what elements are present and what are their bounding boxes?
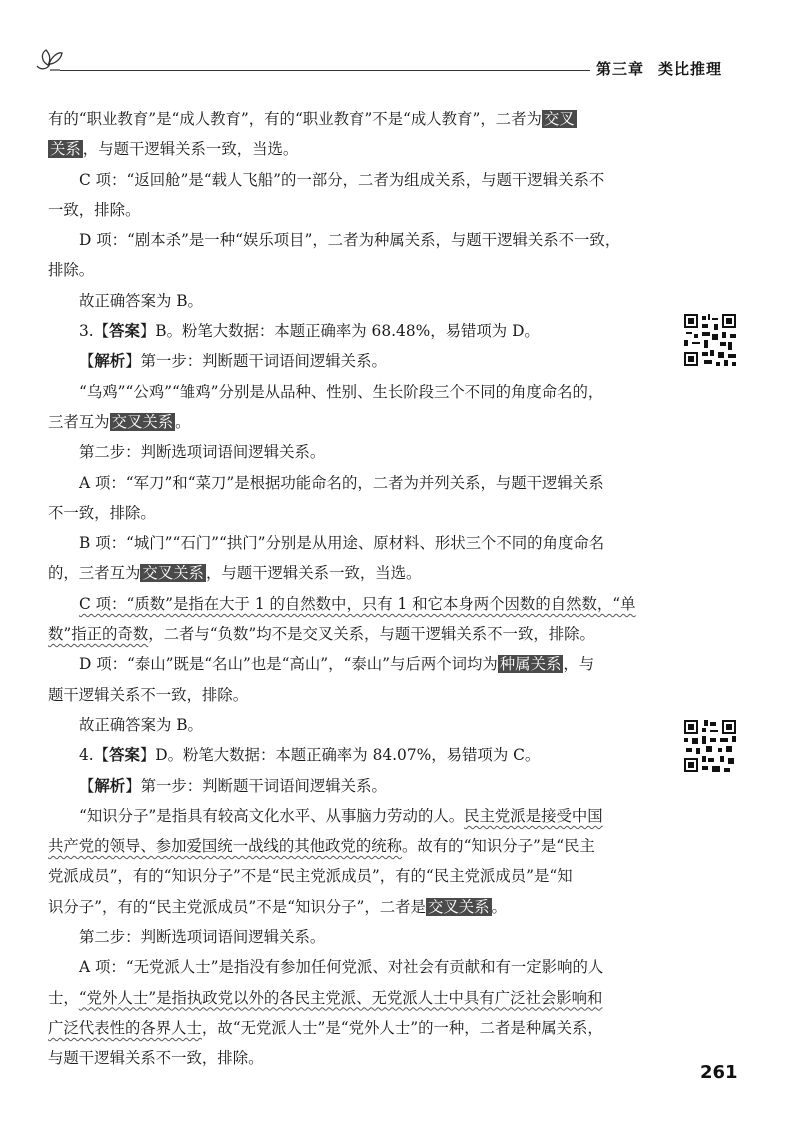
text-line — [48, 1043, 664, 1073]
text-segment: D 项：“泰山”既是“名山”也是“高山”，“泰山”与后两个词均为 — [79, 655, 498, 674]
text-segment: 排除。 — [48, 261, 95, 280]
text-line — [48, 831, 664, 861]
text-line — [48, 680, 664, 710]
text-line — [48, 225, 664, 255]
text-line — [48, 589, 664, 619]
header-rule — [60, 70, 590, 71]
text-line — [48, 346, 664, 376]
text-line — [48, 437, 664, 467]
text-line — [48, 861, 664, 891]
text-line — [48, 922, 664, 952]
text-segment: 故正确答案为 B。 — [79, 291, 203, 310]
page-body-text — [48, 104, 664, 1074]
text-line — [48, 771, 664, 801]
wavy-underlined-text: 数”指正的奇数 — [48, 625, 149, 644]
text-segment: 。 — [491, 897, 507, 916]
text-line — [48, 528, 664, 558]
wavy-underlined-text: C 项：“质数”是指在大于 1 的自然数中，只有 1 和它本身两个因数的自然数，“单 — [79, 594, 636, 613]
text-segment: 】D。粉笔大数据：本题正确率为 84.07%，易错项为 C。 — [139, 746, 541, 765]
text-segment: 一致，排除。 — [48, 200, 141, 219]
text-line — [48, 983, 664, 1013]
chapter-heading — [596, 58, 722, 79]
page-number: 261 — [700, 1062, 738, 1083]
text-line — [48, 377, 664, 407]
text-line — [48, 468, 664, 498]
text-line — [48, 165, 664, 195]
text-line — [48, 195, 664, 225]
text-segment: 识分子”，有的“民主党派成员”不是“知识分子”，二者是 — [48, 897, 426, 916]
text-line — [48, 316, 664, 346]
text-line — [48, 407, 664, 437]
text-line — [48, 710, 664, 740]
text-segment: 】第一步：判断题干词语间逻辑关系。 — [125, 776, 387, 795]
highlighted-term: 交叉关系 — [111, 412, 174, 431]
text-segment: 第二步：判断选项词语间逻辑关系。 — [79, 443, 326, 462]
text-line — [48, 892, 664, 922]
text-segment: 】B。粉笔大数据：本题正确率为 68.48%，易错项为 D。 — [139, 322, 540, 341]
wavy-underlined-text: “党外人士”是指执政党以外的各民主党派、无党派人士中具有广泛社会影响和 — [78, 988, 603, 1007]
highlighted-term: 交叉 — [543, 110, 575, 128]
text-line — [48, 558, 664, 588]
text-segment: 。 — [175, 412, 191, 431]
bold-label: 解析 — [94, 352, 126, 371]
text-line — [48, 1013, 664, 1043]
text-line — [48, 255, 664, 285]
text-segment: C 项：“返回舱”是“载人飞船”的一部分，二者为组成关系，与题干逻辑关系不 — [79, 170, 605, 189]
wavy-underlined-text: 广泛代表性的各界人士 — [48, 1018, 202, 1037]
text-segment: 不一致，排除。 — [48, 503, 156, 522]
text-segment: 题干逻辑关系不一致，排除。 — [48, 685, 249, 704]
text-line — [48, 952, 664, 982]
chapter-title: 类比推理 — [658, 60, 723, 78]
qr-code-icon[interactable] — [682, 312, 738, 368]
text-line — [48, 134, 664, 164]
text-segment: “乌鸡”“公鸡”“雏鸡”分别是从品种、性别、生长阶段三个不同的角度命名的， — [79, 382, 604, 401]
text-segment: 【 — [79, 352, 95, 371]
text-segment: 的，三者互为 — [48, 564, 141, 583]
text-segment: 。故有的“知识分子”是“民主 — [402, 837, 595, 856]
highlighted-term: 关系 — [50, 140, 81, 159]
highlighted-term: 种属关系 — [499, 655, 562, 674]
text-segment: 4.【 — [79, 746, 110, 765]
text-segment: 与题干逻辑关系不一致，排除。 — [48, 1049, 264, 1068]
qr-code-icon[interactable] — [682, 718, 738, 774]
text-line — [48, 649, 664, 679]
text-line — [48, 286, 664, 316]
text-segment: ，与题干逻辑关系一致，当选。 — [205, 564, 422, 583]
text-segment: A 项：“无党派人士”是指没有参加任何党派、对社会有贡献和有一定影响的人 — [79, 958, 604, 977]
text-segment: ，故“无党派人士”是“党外人士”的一种，二者是种属关系， — [201, 1018, 603, 1037]
highlighted-term: 交叉关系 — [427, 897, 490, 916]
wavy-underlined-text: 共产党的领导、参加爱国统一战线的其他政党的统称 — [48, 837, 402, 856]
text-line — [48, 740, 664, 770]
text-segment: 【 — [79, 776, 95, 795]
wavy-underlined-text: 民主党派是接受中国 — [464, 806, 603, 825]
bold-label: 答案 — [109, 746, 140, 765]
text-segment: 有的“职业教育”是“成人教育”，有的“职业教育”不是“成人教育”，二者为 — [48, 110, 542, 128]
text-segment: 党派成员”，有的“知识分子”不是“民主党派成员”，有的“民主党派成员”是“知 — [48, 867, 573, 886]
bold-label: 答案 — [109, 322, 140, 341]
text-line — [48, 619, 664, 649]
text-segment: ，与 — [563, 655, 595, 674]
bold-label: 解析 — [94, 776, 126, 795]
text-segment: ，与题干逻辑关系一致，当选。 — [82, 140, 299, 159]
text-segment: 士， — [48, 988, 79, 1007]
text-segment: 3.【 — [79, 322, 110, 341]
text-segment: “知识分子”是指具有较高文化水平、从事脑力劳动的人。 — [79, 806, 465, 825]
text-segment: 第二步：判断选项词语间逻辑关系。 — [79, 928, 326, 947]
text-segment: 三者互为 — [48, 412, 110, 431]
text-segment: B 项：“城门”“石门”“拱门”分别是从用途、原材料、形状三个不同的角度命名 — [79, 534, 605, 553]
text-segment: 】第一步：判断题干词语间逻辑关系。 — [125, 352, 387, 371]
chapter-label: 第三章 — [596, 60, 645, 78]
text-line — [48, 801, 664, 831]
text-segment: ，二者与“负数”均不是交叉关系，与题干逻辑关系不一致，排除。 — [148, 625, 595, 644]
text-segment: A 项：“军刀”和“菜刀”是根据功能命名的，二者为并列关系，与题干逻辑关系 — [79, 473, 604, 492]
text-segment: D 项：“剧本杀”是一种“娱乐项目”，二者为种属关系，与题干逻辑关系不一致， — [79, 231, 621, 250]
highlighted-term: 交叉关系 — [142, 564, 204, 583]
text-line — [48, 104, 664, 134]
text-segment: 故正确答案为 B。 — [79, 715, 203, 734]
text-line — [48, 498, 664, 528]
